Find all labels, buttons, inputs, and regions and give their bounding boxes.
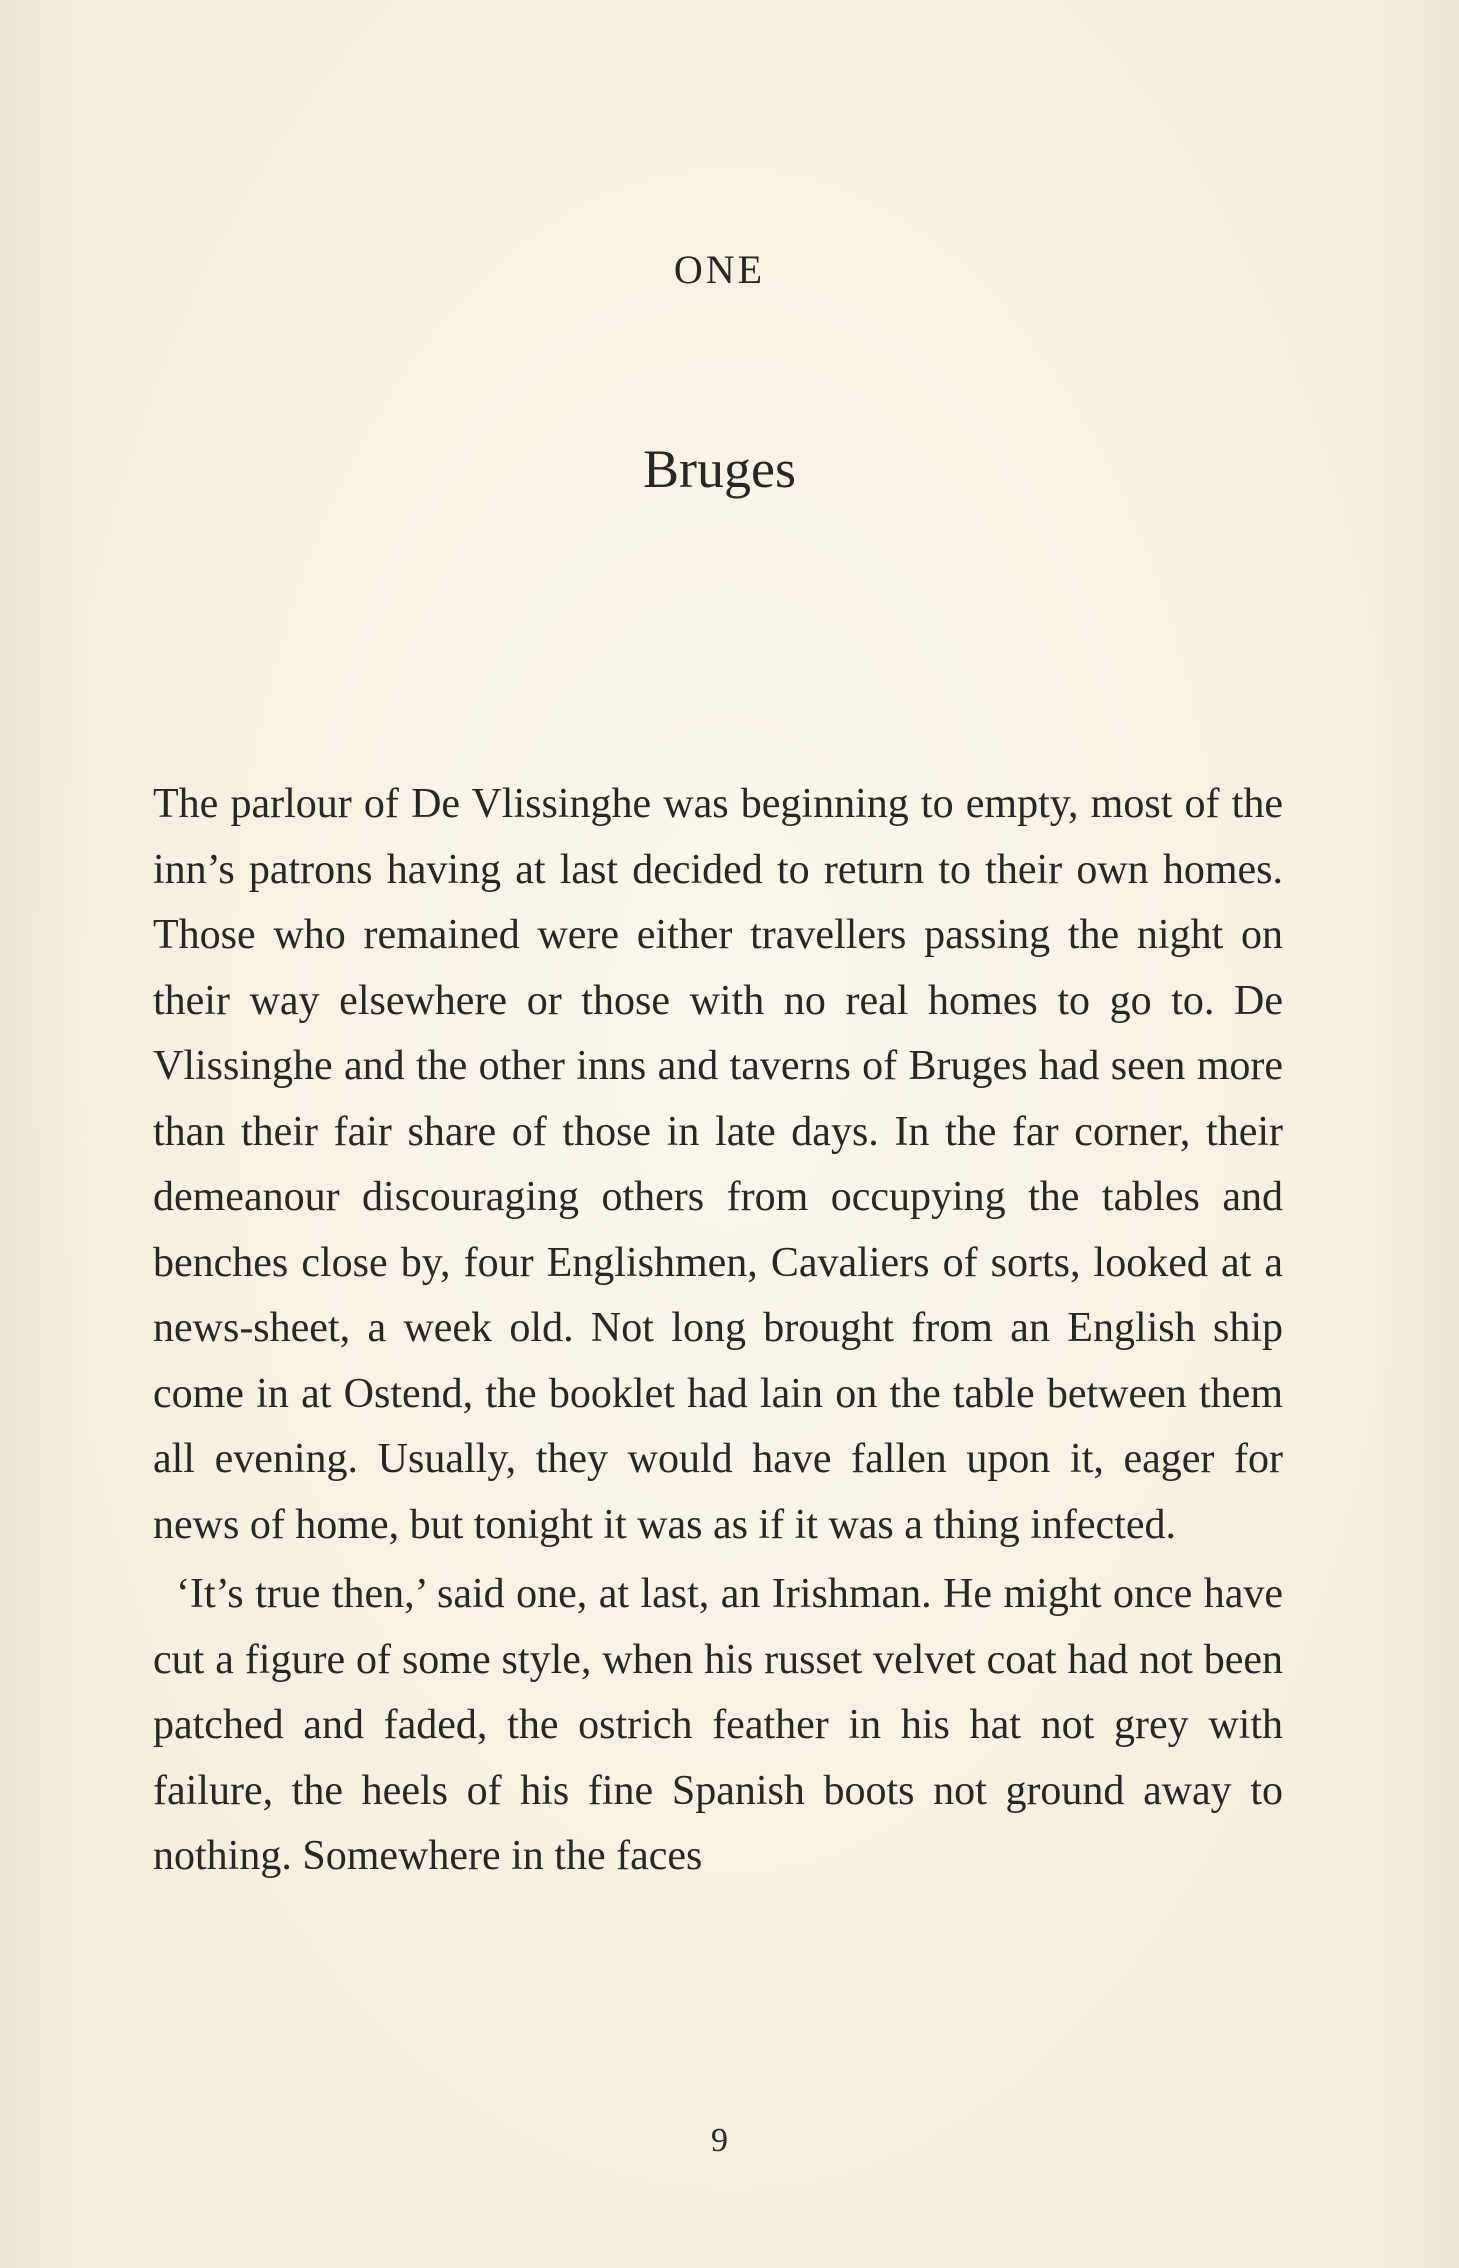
- body-text: [153, 772, 1283, 1890]
- chapter-title: Bruges: [643, 439, 796, 499]
- chapter-number: ONE: [673, 247, 766, 292]
- paragraph: ‘It’s true then,’ said one, at last, an Irishman. He might once have cut a figure of some style, when his russet velvet coat had not been patched and faded, the ostrich feather in his hat not grey with failure, the heels of his fine Spanish boots not ground away to nothing. Somewhere in the faces: [153, 1571, 1283, 1879]
- paragraph: The parlour of De Vlissinghe was beginning to empty, most of the inn’s patrons having at last decided to return to their own homes. Those who remained were either travellers passing the night on their way elsewhere or those with no real homes to go to. De Vlissinghe and the other inns and taverns of Bruges had seen more than their fair share of those in late days. In the far corner, their demeanour discouraging others from occupying the tables and benches close by, four Englishmen, Cavaliers of sorts, looked at a news-sheet, a week old. Not long brought from an English ship come in at Ostend, the booklet had lain on the table between them all evening. Usually, they would have fallen upon it, eager for news of home, but tonight it was as if it was a thing infected.: [153, 781, 1283, 1548]
- page-number: 9: [711, 2122, 728, 2159]
